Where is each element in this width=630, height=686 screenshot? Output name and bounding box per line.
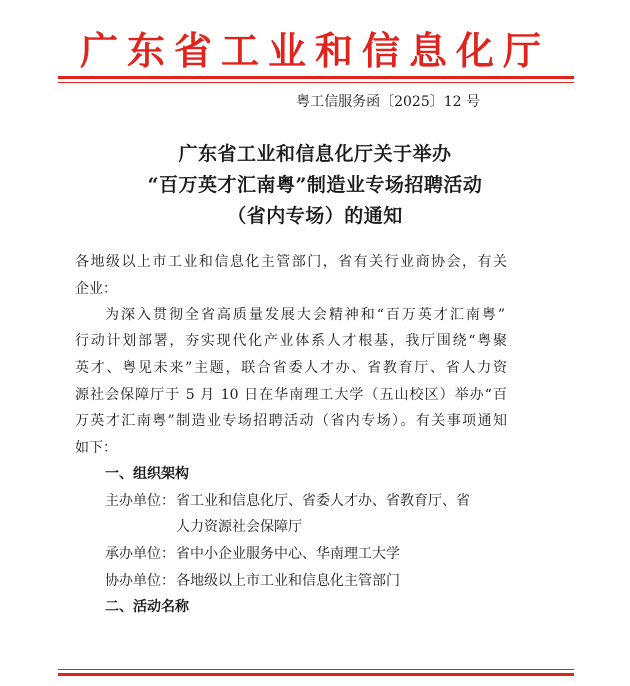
- paragraph-line: 如下：: [75, 440, 117, 456]
- paragraph-line: 为深入贯彻全省高质量发展大会精神和“百万英才汇南粤”: [105, 307, 505, 323]
- footer-rule-thick: [58, 673, 574, 676]
- salutation-line: 各地级以上市工业和信息化主管部门，省有关行业商协会，有关: [75, 254, 507, 270]
- organizer-value: 省中小企业服务中心、华南理工大学: [176, 546, 400, 562]
- document-title-line: “百万英才汇南粤”制造业专场招聘活动: [147, 174, 483, 196]
- footer-rule-thin: [58, 669, 574, 670]
- organizer-value: 各地级以上市工业和信息化主管部门: [176, 573, 400, 589]
- section-heading: 二、活动名称: [105, 599, 189, 615]
- masthead-rule-thick: [58, 76, 574, 79]
- organizer-label: 协办单位：: [105, 573, 175, 589]
- paragraph-line: 源社会保障厅于 5 月 10 日在华南理工大学（五山校区）举办“百: [75, 387, 507, 403]
- organizer-label: 承办单位：: [105, 546, 175, 562]
- document-title-line: 广东省工业和信息化厅关于举办: [178, 143, 452, 165]
- organizer-value: 省工业和信息化厅、省委人才办、省教育厅、省: [176, 493, 470, 509]
- masthead-rule-thin: [58, 82, 574, 83]
- paragraph-line: 行动计划部署，夯实现代化产业体系人才根基，我厅围绕“粤聚: [75, 333, 507, 349]
- document-title-line: （省内专场）的通知: [227, 205, 403, 227]
- paragraph-line: 英才、粤见未来”主题，联合省委人才办、省教育厅、省人力资: [75, 360, 507, 376]
- paragraph-line: 万英才汇南粤”制造业专场招聘活动（省内专场）。有关事项通知: [75, 413, 507, 429]
- organizer-label: 主办单位：: [105, 493, 175, 509]
- salutation-line: 企业：: [75, 281, 117, 297]
- masthead-title: 广东省工业和信息化厅: [79, 28, 550, 73]
- document-number: 粤工信服务函〔2025〕12 号: [296, 94, 480, 110]
- section-heading: 一、组织架构: [105, 466, 189, 482]
- organizer-value: 人力资源社会保障厅: [176, 519, 302, 535]
